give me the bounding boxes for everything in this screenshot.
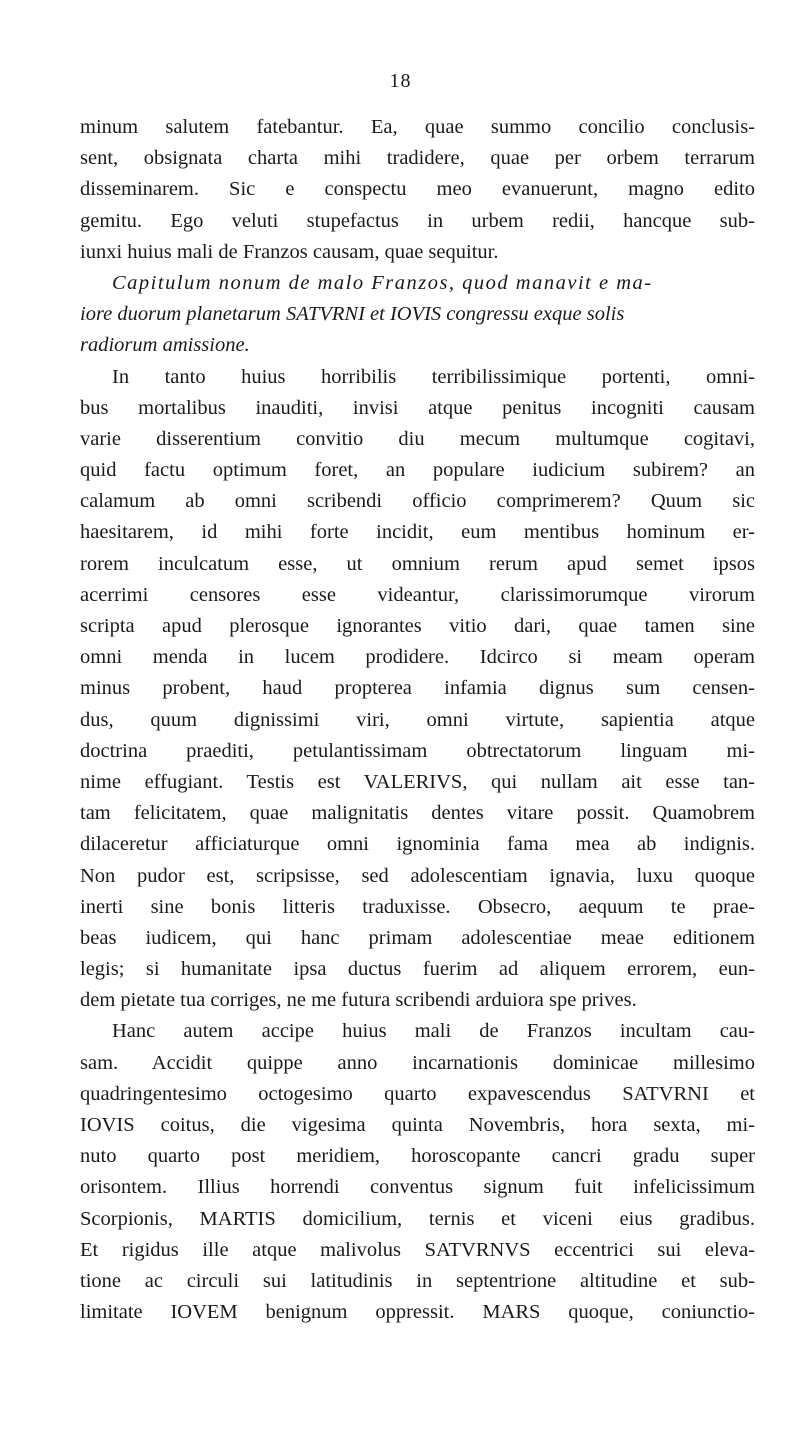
text-line: gemitu. Ego veluti stupefactus in urbem redii, hancque sub- — [80, 209, 755, 232]
body-text — [80, 112, 755, 1328]
text-line: haesitarem, id mihi forte incidit, eum mentibus hominum er- — [80, 521, 755, 544]
text-line: inerti sine bonis litteris traduxisse. Obsecro, aequum te prae- — [80, 895, 755, 918]
text-line: bus mortalibus inauditi, invisi atque penitus incogniti causam — [80, 396, 755, 419]
text-line: dus, quum dignissimi viri, omni virtute, sapientia atque — [80, 708, 755, 731]
text-line: disseminarem. Sic e conspectu meo evanuerunt, magno edito — [80, 178, 755, 201]
text-line: limitate IOVEM benignum oppressit. MARS quoque, coniunctio- — [80, 1301, 755, 1324]
text-line: dilaceretur afficiaturque omni ignominia fama mea ab indignis. — [80, 833, 755, 856]
text-line: Non pudor est, scripsisse, sed adolescentiam ignavia, luxu quoque — [80, 864, 755, 887]
text-line: scripta apud plerosque ignorantes vitio dari, quae tamen sine — [80, 615, 755, 637]
text-line: iunxi huius mali de Franzos causam, quae sequitur. — [80, 240, 499, 263]
chapter-heading-line: radiorum amissione. — [80, 334, 250, 357]
text-line: doctrina praediti, petulantissimam obtrectatorum linguam mi- — [80, 739, 755, 762]
text-line: omni menda in lucem prodidere. Idcirco si meam operam — [80, 646, 755, 669]
text-line: Et rigidus ille atque malivolus SATVRNVS eccentrici sui eleva- — [80, 1238, 755, 1261]
chapter-heading-line: Capitulum nonum de malo Franzos, quod manavit e ma- — [112, 271, 653, 294]
text-line: sent, obsignata charta mihi tradidere, quae per orbem terrarum — [80, 147, 755, 170]
text-line: minus probent, haud propterea infamia dignus sum censen- — [80, 677, 755, 700]
text-line: nuto quarto post meridiem, horoscopante cancri gradu super — [80, 1145, 755, 1168]
text-line: calamum ab omni scribendi officio comprimerem? Quum sic — [80, 490, 755, 513]
text-line: In tanto huius horribilis terribilissimique portenti, omni- — [112, 365, 755, 388]
text-line: sam. Accidit quippe anno incarnationis dominicae millesimo — [80, 1051, 755, 1074]
text-line: orisontem. Illius horrendi conventus signum fuit infelicissimum — [80, 1176, 755, 1199]
text-line: quid factu optimum foret, an populare iudicium subirem? an — [80, 459, 755, 482]
text-line: tam felicitatem, quae malignitatis dentes vitare possit. Quamobrem — [80, 802, 755, 825]
text-line: rorem inculcatum esse, ut omnium rerum apud semet ipsos — [80, 552, 755, 575]
text-line: dem pietate tua corriges, ne me futura scribendi arduiora spe prives. — [80, 989, 637, 1012]
text-line: tione ac circuli sui latitudinis in septentrione altitudine et sub- — [80, 1269, 755, 1292]
text-line: IOVIS coitus, die vigesima quinta Novembris, hora sexta, mi- — [80, 1114, 755, 1136]
text-line: beas iudicem, qui hanc primam adolescentiae meae editionem — [80, 926, 755, 949]
page-number: 18 — [389, 70, 412, 92]
text-line: acerrimi censores esse videantur, clarissimorumque virorum — [80, 583, 755, 606]
text-line: Hanc autem accipe huius mali de Franzos incultam cau- — [112, 1020, 755, 1043]
chapter-heading-line: iore duorum planetarum SATVRNI et IOVIS congressu exque solis — [80, 303, 625, 326]
text-line: minum salutem fatebantur. Ea, quae summo concilio conclusis- — [80, 116, 755, 138]
text-line: varie disserentium convitio diu mecum multumque cogitavi, — [80, 427, 755, 450]
text-line: legis; si humanitate ipsa ductus fuerim ad aliquem errorem, eun- — [80, 958, 755, 981]
text-line: quadringentesimo octogesimo quarto expavescendus SATVRNI et — [80, 1082, 755, 1105]
text-line: nime effugiant. Testis est VALERIVS, qui nullam ait esse tan- — [80, 770, 755, 793]
text-line: Scorpionis, MARTIS domicilium, ternis et viceni eius gradibus. — [80, 1207, 755, 1230]
